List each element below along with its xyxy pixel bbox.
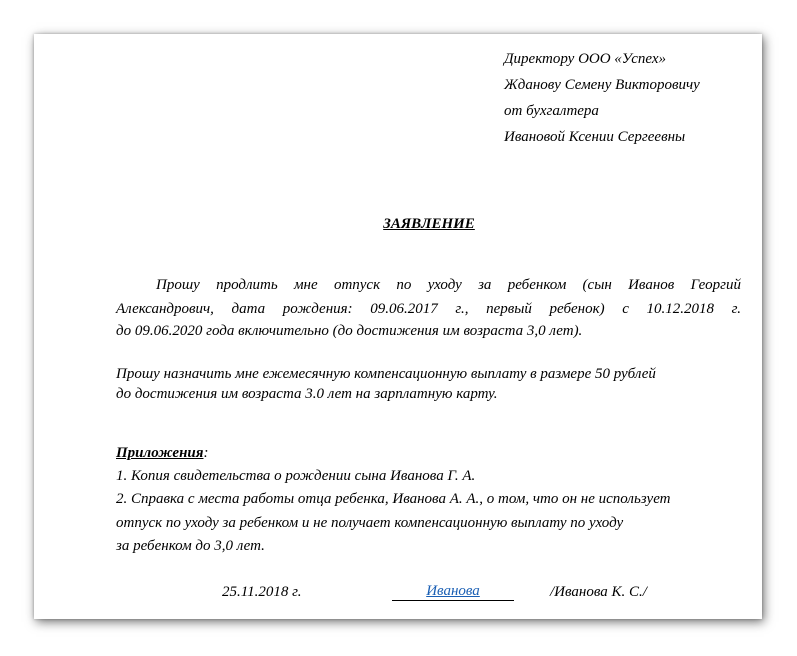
attachment-item-1: 1. Копия свидетельства о рождении сына Иванова Г. А.: [116, 468, 476, 484]
addressee-line-2: Жданову Семену Викторовичу: [504, 77, 700, 93]
addressee-line-1: Директору ООО «Успех»: [504, 51, 666, 67]
attachments-title: Приложения: [116, 445, 204, 461]
attachment-item-2-line-1: 2. Справка с места работы отца ребенка, Иванова А. А., о том, что он не использует: [116, 491, 671, 507]
paragraph-1-line-2: Александрович, дата рождения: 09.06.2017 г., первый ребенок) с 10.12.2018 г.: [116, 301, 741, 317]
paragraph-1-line-1: Прошу продлить мне отпуск по уходу за ребенком (сын Иванов Георгий: [156, 277, 741, 293]
signature: Иванова: [426, 583, 480, 599]
attachments-heading: [116, 444, 208, 462]
signatory-name: /Иванова К. С./: [550, 584, 647, 600]
sender-line-2: Ивановой Ксении Сергеевны: [504, 129, 686, 145]
paragraph-2-line-2: до достижения им возраста 3.0 лет на зарплатную карту.: [116, 386, 498, 402]
sender-line-1: от бухгалтера: [504, 103, 599, 119]
signature-field: [392, 582, 514, 601]
attachment-item-2-line-3: за ребенком до 3,0 лет.: [116, 538, 265, 554]
attachment-item-2-line-2: отпуск по уходу за ребенком и не получает компенсационную выплату по уходу: [116, 515, 624, 531]
attachments-colon: :: [203, 445, 209, 461]
paragraph-1-line-3: до 09.06.2020 года включительно (до достижения им возраста 3,0 лет).: [116, 323, 583, 339]
signature-date: 25.11.2018 г.: [222, 584, 302, 600]
document-sheet: [34, 34, 762, 619]
document-title: ЗАЯВЛЕНИЕ: [383, 216, 475, 232]
paragraph-2-line-1: Прошу назначить мне ежемесячную компенсационную выплату в размере 50 рублей: [116, 366, 656, 382]
